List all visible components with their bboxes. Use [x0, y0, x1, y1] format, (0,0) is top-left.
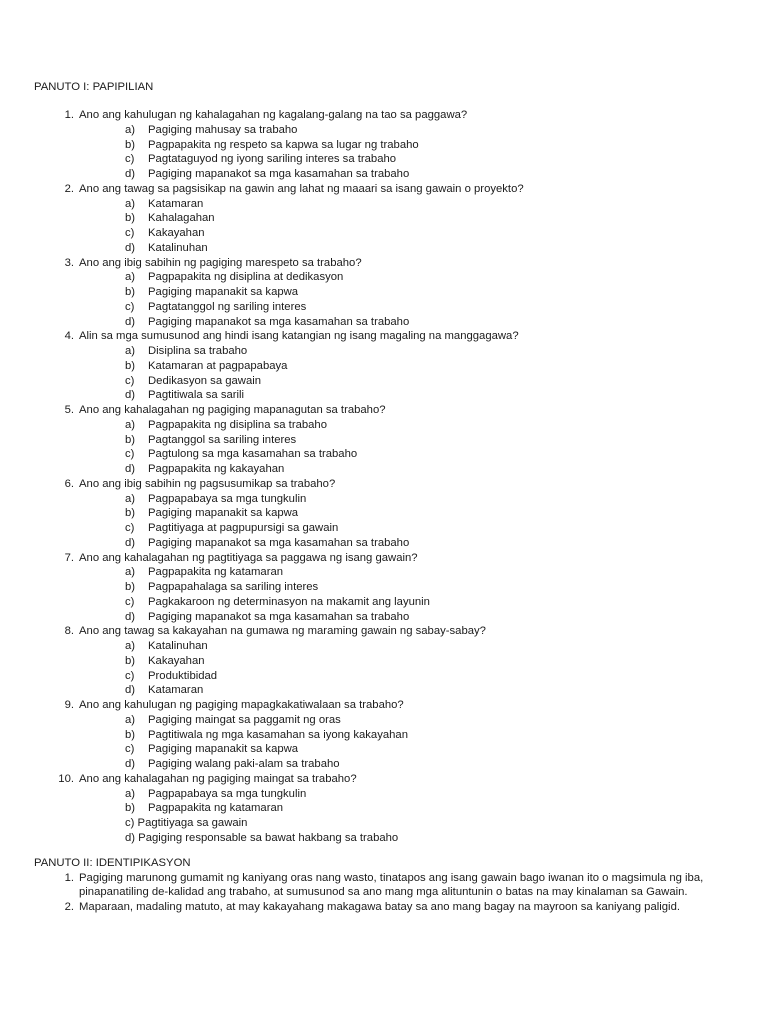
question-text: Ano ang tawag sa pagsisikap na gawin ang lahat ng maaari sa isang gawain o proyekto? [79, 182, 524, 195]
choice-list [79, 197, 748, 256]
choice-item [125, 374, 748, 389]
choice-letter: d) [125, 389, 136, 402]
choice-letter: a) [125, 271, 136, 284]
choice-item [125, 123, 748, 138]
question-5 [34, 403, 748, 477]
question-8 [34, 624, 748, 698]
choice-list [79, 565, 748, 624]
choice-letter: a) [125, 345, 136, 357]
choice-item [125, 610, 748, 625]
question-text: Ano ang ibig sabihin ng pagsusumikap sa trabaho? [79, 477, 336, 490]
choice-item [125, 462, 748, 477]
choice-text: Pagpapahalaga sa sariling interes [148, 581, 319, 593]
choice-item [125, 683, 748, 698]
question-text: Ano ang kahulugan ng kahalagahan ng kagalang-galang na tao sa paggawa? [79, 109, 468, 121]
choice-text: Pagpapakita ng disiplina at dedikasyon [148, 271, 344, 284]
choice-letter: c) [125, 300, 135, 313]
choice-letter: c) [125, 669, 135, 682]
choice-letter: b) [125, 802, 136, 815]
item-text: Maparaan, madaling matuto, at may kakayahang makagawa batay sa ano mang bagay na mayroon sa kaniyang paligid. [79, 900, 680, 913]
choice-item [125, 801, 748, 816]
question-9 [34, 698, 748, 772]
choice-list [79, 344, 748, 403]
choice-text: Pagtitiwala sa sarili [148, 389, 245, 402]
choice-item [125, 300, 748, 315]
choice-text: Pagiging mapanakit sa kapwa [148, 286, 299, 298]
choice-text: Disiplina sa trabaho [148, 345, 248, 357]
choice-text: Pagpapakita ng katamaran [148, 566, 284, 579]
question-number: 5. [64, 404, 74, 416]
choice-text: Pagtatanggol ng sariling interes [148, 300, 307, 313]
choice-item [125, 226, 748, 241]
choice-text: Pagiging walang paki-alam sa trabaho [148, 758, 340, 770]
choice-item [125, 433, 748, 448]
choice-text: Kahalagahan [148, 212, 215, 225]
choice-text: Pagiging mapanakot sa mga kasamahan sa trabaho [148, 536, 410, 549]
choice-text: Katamaran [148, 197, 204, 210]
choice-item [125, 506, 748, 521]
choice-item [125, 728, 748, 743]
choice-item [125, 315, 748, 330]
choice-item [125, 492, 748, 507]
choice-text: Pagpapakita ng disiplina sa trabaho [148, 418, 327, 431]
choice-letter: a) [125, 418, 136, 431]
choice-text: Pagpapakita ng respeto sa kapwa sa lugar ng trabaho [148, 138, 419, 151]
question-1 [34, 108, 748, 182]
choice-item [125, 669, 748, 684]
choice-letter: a) [125, 197, 136, 210]
question-7 [34, 551, 748, 625]
choice-text: Pagkakaroon ng determinasyon na makamit ang layunin [148, 595, 430, 608]
choice-text: Pagiging mapanakit sa kapwa [148, 507, 299, 520]
item-number: 1. [64, 871, 74, 884]
question-number: 10. [58, 772, 74, 785]
choice-letter: c) [125, 374, 135, 387]
choice-text: Katamaran [148, 684, 204, 697]
choice-letter: a) [125, 713, 136, 726]
section-2-title: PANUTO II: IDENTIPIKASYON [34, 856, 191, 869]
choice-item [125, 595, 748, 610]
choice-letter: c) [125, 743, 135, 756]
choice-text: Pagiging mapanakit sa kapwa [148, 743, 299, 756]
choice-text: Pagtulong sa mga kasamahan sa trabaho [148, 448, 358, 461]
choice-item [125, 241, 748, 256]
question-text: Ano ang kahalagahan ng pagiging maingat sa trabaho? [79, 772, 357, 785]
choice-item [125, 816, 748, 831]
choice-letter: a) [125, 640, 136, 652]
choice-letter: b) [125, 138, 136, 151]
choice-letter: c) [125, 595, 135, 608]
question-text: Ano ang kahalagahan ng pagtitiyaga sa paggawa ng isang gawain? [79, 551, 418, 564]
choice-text: Kakayahan [148, 227, 205, 239]
section-1-title: PANUTO I: PAPIPILIAN [34, 81, 154, 93]
choice-letter: a) [125, 566, 136, 579]
choice-letter: c) [125, 153, 135, 166]
choice-item [125, 270, 748, 285]
choice-item [125, 359, 748, 374]
choice-item [125, 831, 748, 846]
choice-letter: b) [125, 507, 136, 520]
choice-list [79, 123, 748, 182]
question-number: 2. [64, 182, 74, 195]
choice-letter: d) [125, 168, 136, 180]
choice-text: Pagpapakita ng katamaran [148, 802, 284, 815]
choice-item [125, 138, 748, 153]
choice-letter: b) [125, 654, 136, 667]
question-text: Ano ang tawag sa kakayahan na gumawa ng maraming gawain ng sabay-sabay? [79, 625, 486, 638]
choice-text: Pagiging mapanakot sa mga kasamahan sa trabaho [148, 610, 410, 623]
choice-letter: d) [125, 241, 136, 254]
question-number: 6. [64, 477, 74, 490]
choice-item [125, 536, 748, 551]
item-number: 2. [64, 900, 74, 913]
choice-text: Pagpapabaya sa mga tungkulin [148, 492, 307, 505]
choice-list [79, 787, 748, 846]
choice-letter: c) [125, 227, 135, 239]
choice-text: Pagiging mahusay sa trabaho [148, 123, 298, 136]
choice-letter: d) [125, 610, 136, 623]
choice-text: c) Pagtitiyaga sa gawain [125, 817, 248, 829]
choice-text: Kakayahan [148, 654, 205, 667]
question-list [34, 108, 748, 846]
choice-item [125, 565, 748, 580]
choice-list [79, 270, 748, 329]
question-text: Alin sa mga sumusunod ang hindi isang katangian ng isang magaling na manggagawa? [79, 330, 519, 343]
choice-text: Pagiging maingat sa paggamit ng oras [148, 713, 341, 726]
question-number: 4. [64, 330, 74, 343]
choice-text: Pagtitiwala ng mga kasamahan sa iyong kakayahan [148, 728, 408, 741]
choice-item [125, 197, 748, 212]
choice-item [125, 285, 748, 300]
choice-item [125, 580, 748, 595]
choice-text: Katamaran at pagpapabaya [148, 359, 288, 372]
choice-item [125, 787, 748, 802]
choice-letter: d) [125, 758, 136, 770]
choice-text: Produktibidad [148, 669, 218, 682]
choice-item [125, 521, 748, 536]
choice-item [125, 639, 748, 654]
choice-letter: b) [125, 359, 136, 372]
choice-letter: b) [125, 212, 136, 225]
choice-item [125, 447, 748, 462]
choice-text: d) Pagiging responsable sa bawat hakbang sa trabaho [125, 831, 399, 844]
choice-letter: a) [125, 492, 136, 505]
choice-item [125, 388, 748, 403]
question-number: 7. [64, 551, 74, 564]
choice-item [125, 713, 748, 728]
identification-list [34, 871, 748, 915]
question-text: Ano ang kahulugan ng pagiging mapagkakatiwalaan sa trabaho? [79, 699, 404, 711]
choice-letter: b) [125, 286, 136, 298]
choice-letter: b) [125, 433, 136, 446]
choice-item [125, 418, 748, 433]
choice-list [79, 713, 748, 772]
choice-item [125, 211, 748, 226]
choice-text: Pagiging mapanakot sa mga kasamahan sa trabaho [148, 168, 410, 180]
choice-list [79, 418, 748, 477]
choice-text: Pagtitiyaga at pagpupursigi sa gawain [148, 522, 339, 534]
choice-letter: d) [125, 463, 136, 475]
choice-text: Pagiging mapanakot sa mga kasamahan sa trabaho [148, 315, 410, 328]
identification-item-1 [34, 871, 748, 900]
question-10 [34, 772, 748, 846]
choice-list [79, 639, 748, 698]
choice-text: Katalinuhan [148, 241, 208, 254]
question-4 [34, 329, 748, 403]
question-number: 8. [64, 625, 74, 638]
choice-letter: d) [125, 315, 136, 328]
choice-letter: b) [125, 581, 136, 593]
choice-text: Pagpapabaya sa mga tungkulin [148, 787, 307, 800]
choice-text: Pagtataguyod ng iyong sariling interes sa trabaho [148, 153, 397, 166]
question-3 [34, 256, 748, 330]
choice-letter: c) [125, 522, 135, 534]
choice-item [125, 654, 748, 669]
choice-letter: a) [125, 787, 136, 800]
choice-item [125, 757, 748, 772]
question-number: 1. [64, 109, 74, 121]
question-2 [34, 182, 748, 256]
question-number: 9. [64, 699, 74, 711]
item-text: Pagiging marunong gumamit ng kaniyang oras nang wasto, tinatapos ang isang gawain bago iwanan ito o magsimula ng iba, pinapanatiling de-kalidad ang trabaho, at sumusunod sa ano mang mga alituntunin o batas na may kinalaman sa Gawain. [79, 871, 704, 899]
choice-text: Pagpapakita ng kakayahan [148, 463, 285, 475]
choice-letter: d) [125, 684, 136, 697]
choice-letter: b) [125, 728, 136, 741]
identification-item-2 [34, 900, 748, 915]
choice-text: Pagtanggol sa sariling interes [148, 433, 297, 446]
choice-item [125, 344, 748, 359]
question-text: Ano ang ibig sabihin ng pagiging marespeto sa trabaho? [79, 256, 362, 269]
choice-item [125, 167, 748, 182]
choice-text: Katalinuhan [148, 640, 208, 652]
question-number: 3. [64, 256, 74, 269]
question-6 [34, 477, 748, 551]
choice-letter: d) [125, 536, 136, 549]
choice-item [125, 152, 748, 167]
choice-list [79, 492, 748, 551]
question-text: Ano ang kahalagahan ng pagiging mapanagutan sa trabaho? [79, 404, 386, 416]
choice-text: Dedikasyon sa gawain [148, 374, 262, 387]
choice-letter: c) [125, 448, 135, 461]
choice-letter: a) [125, 123, 136, 136]
choice-item [125, 742, 748, 757]
